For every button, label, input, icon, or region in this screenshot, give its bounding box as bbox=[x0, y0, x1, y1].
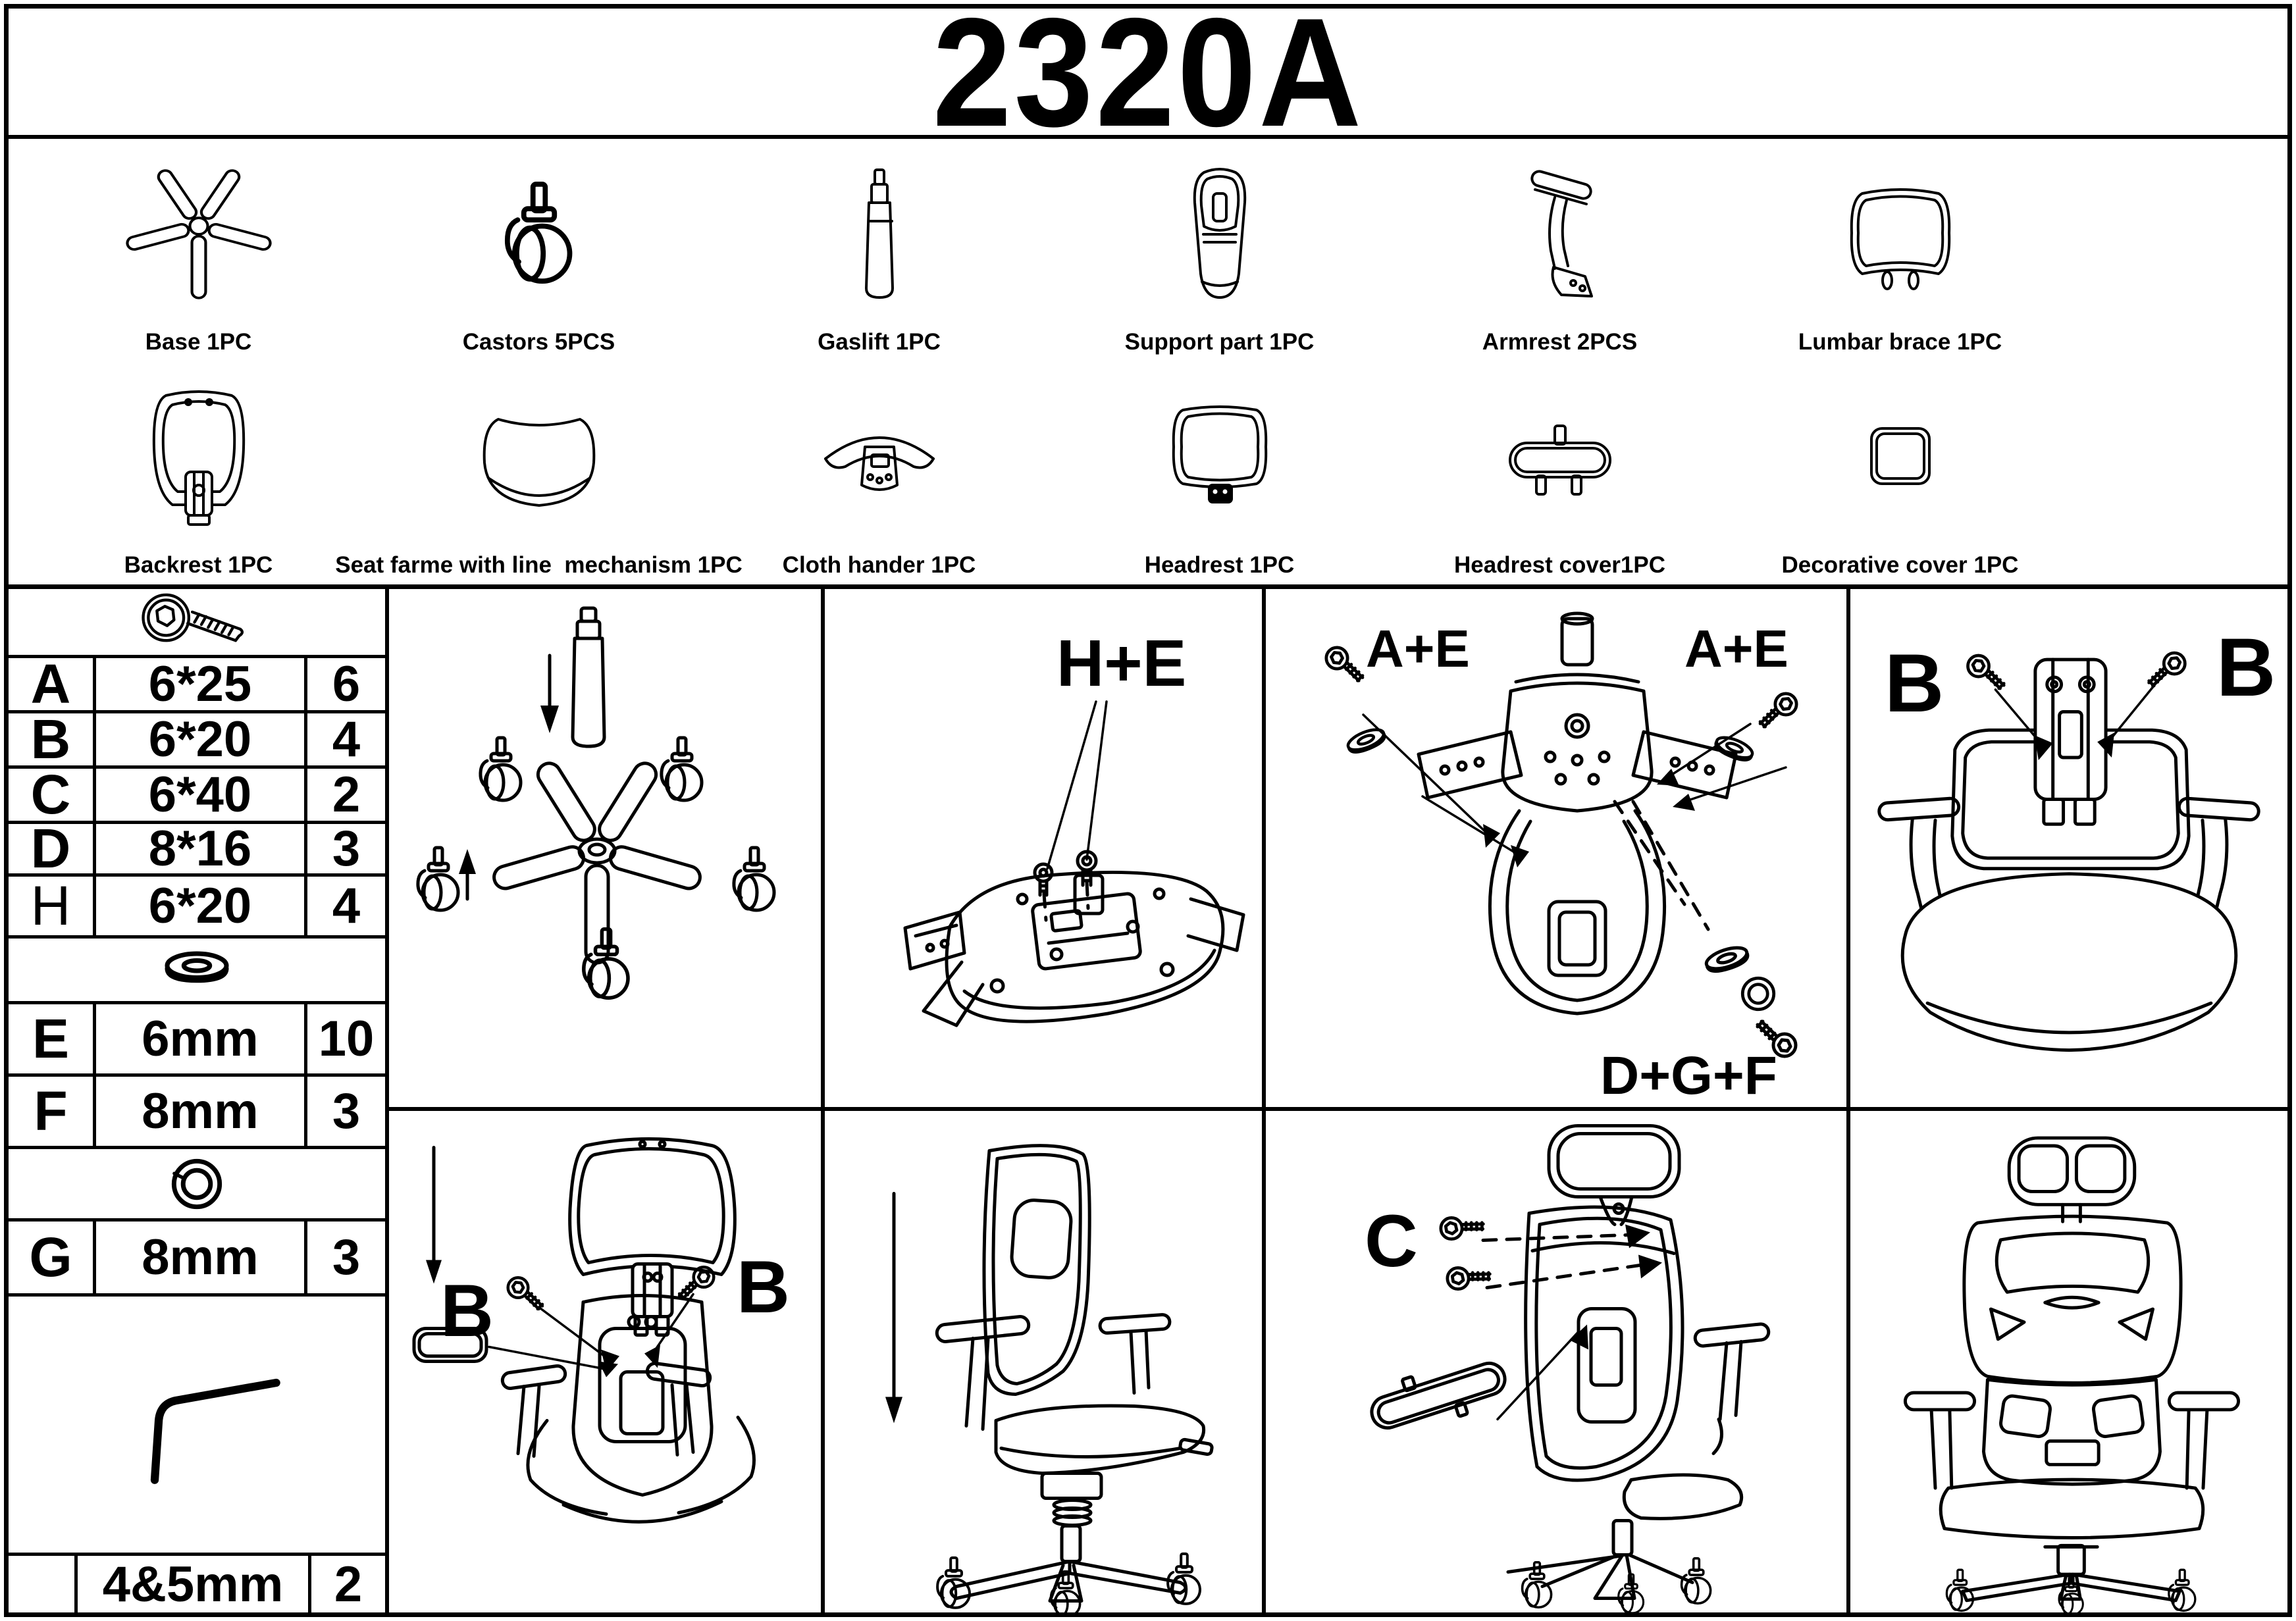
hex-screw-icon bbox=[9, 584, 385, 658]
hw-size: 8*16 bbox=[96, 824, 307, 873]
part-lumbar bbox=[1730, 139, 2070, 362]
washer-icon bbox=[9, 939, 385, 1004]
step4-label-left: B bbox=[1885, 638, 1944, 729]
hw-size: 6*20 bbox=[96, 713, 307, 765]
model-title: 2320A bbox=[932, 0, 1364, 159]
hw-row-C bbox=[9, 763, 385, 825]
step-headrest-install bbox=[1266, 1111, 1846, 1612]
step-column-1 bbox=[385, 584, 821, 1612]
part-support bbox=[1049, 139, 1390, 362]
step-seat-onto-base bbox=[825, 1111, 1262, 1612]
parts-row-1 bbox=[28, 139, 2070, 362]
step-column-4 bbox=[1846, 584, 2287, 1612]
step4-label-right: B bbox=[2216, 622, 2276, 713]
step7-label: C bbox=[1365, 1200, 1418, 1282]
part-backrest bbox=[28, 362, 369, 585]
part-gaslift bbox=[709, 139, 1049, 362]
part-castors bbox=[369, 139, 709, 362]
step2-illustration bbox=[825, 584, 1262, 1107]
hw-row-allen bbox=[9, 1556, 385, 1612]
part-headrest-cover bbox=[1390, 362, 1730, 585]
part-label: Gaslift 1PC bbox=[818, 329, 941, 355]
step3-label-left: A+E bbox=[1366, 619, 1470, 678]
part-label: Base 1PC bbox=[145, 329, 252, 355]
backrest-icon bbox=[28, 362, 369, 553]
part-cloth-hander bbox=[709, 362, 1049, 585]
hw-qty: 4 bbox=[332, 878, 361, 934]
step3-label-bottom: D+G+F bbox=[1600, 1046, 1777, 1106]
hw-id: A bbox=[9, 658, 96, 710]
part-headrest bbox=[1049, 362, 1390, 585]
step-lumbar-brace bbox=[1850, 584, 2287, 1111]
step5-illustration bbox=[389, 1111, 821, 1612]
castors-icon bbox=[369, 139, 709, 330]
hw-row-B bbox=[9, 708, 385, 770]
part-label: Cloth hander 1PC bbox=[782, 552, 976, 578]
part-label: Headrest 1PC bbox=[1144, 552, 1295, 578]
headrest-icon bbox=[1049, 362, 1390, 553]
part-label: Castors 5PCS bbox=[462, 329, 615, 355]
step8-illustration bbox=[1850, 1111, 2287, 1612]
headrest-cover-icon bbox=[1390, 362, 1730, 553]
hw-id: G bbox=[9, 1222, 96, 1293]
allen-key-icon bbox=[9, 1297, 385, 1556]
part-label: Support part 1PC bbox=[1124, 329, 1315, 355]
step-finished-chair bbox=[1850, 1111, 2287, 1612]
hw-qty: 2 bbox=[332, 767, 361, 823]
hw-id: H bbox=[9, 877, 96, 935]
hw-row-G bbox=[9, 1222, 385, 1297]
hw-size: 6mm bbox=[96, 1004, 307, 1073]
assembly-grid bbox=[9, 584, 2287, 1612]
gaslift-icon bbox=[709, 139, 1049, 330]
cloth-hander-icon bbox=[709, 362, 1049, 553]
hw-qty: 10 bbox=[318, 1011, 375, 1067]
support-part-icon bbox=[1049, 139, 1390, 330]
step3-label-right: A+E bbox=[1684, 619, 1788, 678]
step6-illustration bbox=[825, 1111, 1262, 1612]
part-label: Seat farme with line mechanism 1PC bbox=[335, 552, 743, 578]
step5-label-left: B bbox=[440, 1270, 494, 1352]
hw-row-E bbox=[9, 1004, 385, 1077]
hw-row-H bbox=[9, 877, 385, 939]
hw-row-A bbox=[9, 653, 385, 715]
hw-id: C bbox=[9, 769, 96, 821]
step2-label: H+E bbox=[1057, 627, 1187, 700]
base-icon bbox=[28, 139, 369, 330]
part-label: Armrest 2PCS bbox=[1482, 329, 1638, 355]
hardware-table bbox=[9, 584, 385, 1612]
step-column-3 bbox=[1262, 584, 1846, 1612]
step-armrest-support bbox=[1266, 584, 1846, 1111]
hw-row-D bbox=[9, 817, 385, 879]
hw-size: 6*20 bbox=[96, 877, 307, 935]
hw-id: B bbox=[9, 713, 96, 765]
hw-qty: 6 bbox=[332, 656, 361, 712]
hw-size: 8mm bbox=[96, 1222, 307, 1293]
step7-illustration bbox=[1266, 1111, 1846, 1612]
step-column-2 bbox=[821, 584, 1262, 1612]
hw-row-F bbox=[9, 1077, 385, 1149]
hw-qty: 3 bbox=[332, 821, 361, 877]
parts-section bbox=[9, 139, 2287, 589]
hw-size: 4&5mm bbox=[78, 1556, 311, 1612]
hw-qty: 4 bbox=[332, 711, 361, 767]
hw-id: D bbox=[9, 824, 96, 873]
hw-id bbox=[9, 1556, 78, 1612]
part-label: Backrest 1PC bbox=[124, 552, 273, 578]
part-seat-frame bbox=[335, 362, 743, 585]
parts-row-2 bbox=[28, 362, 2070, 585]
hw-qty: 2 bbox=[334, 1556, 363, 1612]
part-label: Headrest cover1PC bbox=[1454, 552, 1665, 578]
hw-size: 6*25 bbox=[96, 658, 307, 710]
step-base-castors-gaslift bbox=[389, 584, 821, 1111]
part-decorative-cover bbox=[1730, 362, 2070, 585]
ring-icon bbox=[9, 1149, 385, 1222]
part-label: Lumbar brace 1PC bbox=[1798, 329, 2002, 355]
lumbar-brace-icon bbox=[1730, 139, 2070, 330]
part-armrest bbox=[1390, 139, 1730, 362]
step-seat-mechanism bbox=[825, 584, 1262, 1111]
step-backrest-install bbox=[389, 1111, 821, 1612]
hw-id: E bbox=[9, 1004, 96, 1073]
armrest-icon bbox=[1390, 139, 1730, 330]
title-row bbox=[9, 0, 2287, 159]
part-label: Decorative cover 1PC bbox=[1781, 552, 2019, 578]
hw-qty: 3 bbox=[332, 1229, 361, 1285]
step5-label-right: B bbox=[737, 1246, 790, 1328]
hw-id: F bbox=[9, 1077, 96, 1146]
seat-frame-icon bbox=[369, 362, 709, 553]
decorative-cover-icon bbox=[1730, 362, 2070, 553]
hw-qty: 3 bbox=[332, 1083, 361, 1139]
hw-size: 8mm bbox=[96, 1077, 307, 1146]
step1-illustration bbox=[389, 584, 821, 1107]
hw-size: 6*40 bbox=[96, 769, 307, 821]
part-base bbox=[28, 139, 369, 362]
